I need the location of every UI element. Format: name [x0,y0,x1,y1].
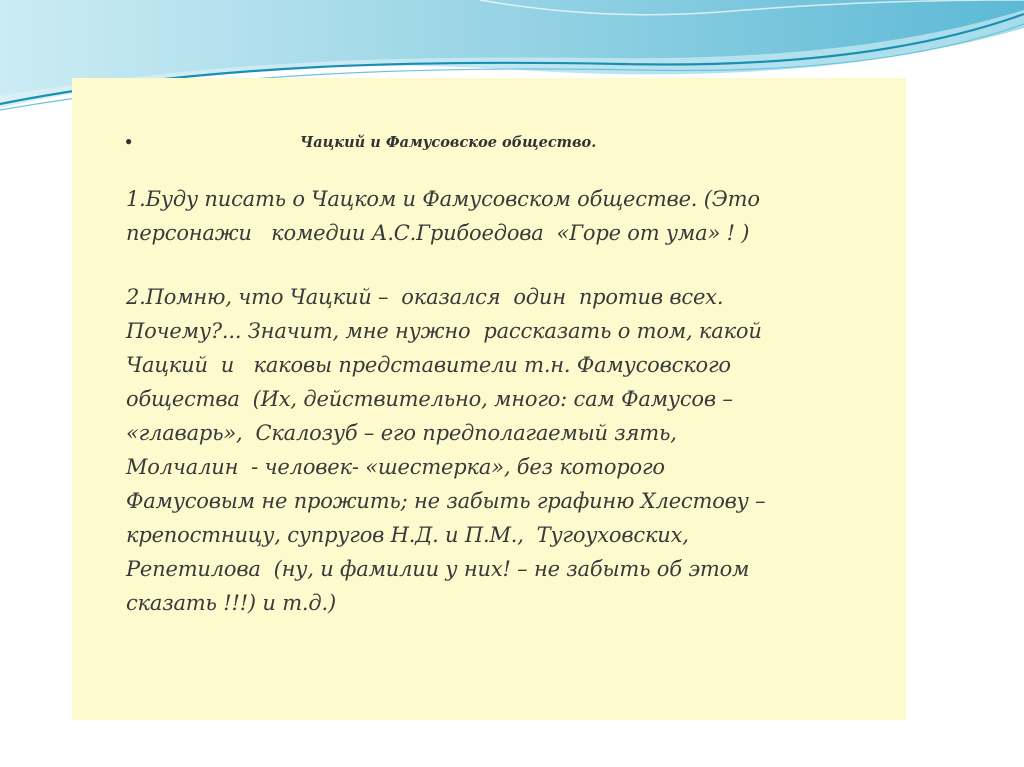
text-panel [72,78,906,720]
heading-row [124,134,684,160]
text-line: сказать !!!) и т.д.) [126,591,336,615]
text-line: 1.Буду писать о Чацком и Фамусовском обществе. (Это [126,187,760,211]
paragraph-2 [126,280,846,620]
text-line: Молчалин - человек- «шестерка», без которого [126,455,665,479]
paragraph-1 [126,182,846,250]
text-line: Чацкий и каковы представители т.н. Фамусовского [126,353,731,377]
text-line: персонажи комедии А.С.Грибоедова «Горе от ума» ! ) [126,221,750,245]
text-line: 2.Помню, что Чацкий – оказался один против всех. [126,285,724,309]
text-line: общества (Их, действительно, много: сам Фамусов – [126,387,733,411]
text-line: «главарь», Скалозуб – его предполагаемый зять, [126,421,677,445]
text-line: Фамусовым не прожить; не забыть графиню Хлестову – [126,489,766,513]
bullet: • [124,134,134,151]
body-text [126,182,846,650]
text-line: Почему?... Значит, мне нужно рассказать о том, какой [126,319,762,343]
slide-heading: Чацкий и Фамусовское общество. [300,134,597,151]
text-line: Репетилова (ну, и фамилии у них! – не забыть об этом [126,557,750,581]
text-line: крепостницу, супругов Н.Д. и П.М., Тугоуховских, [126,523,689,547]
